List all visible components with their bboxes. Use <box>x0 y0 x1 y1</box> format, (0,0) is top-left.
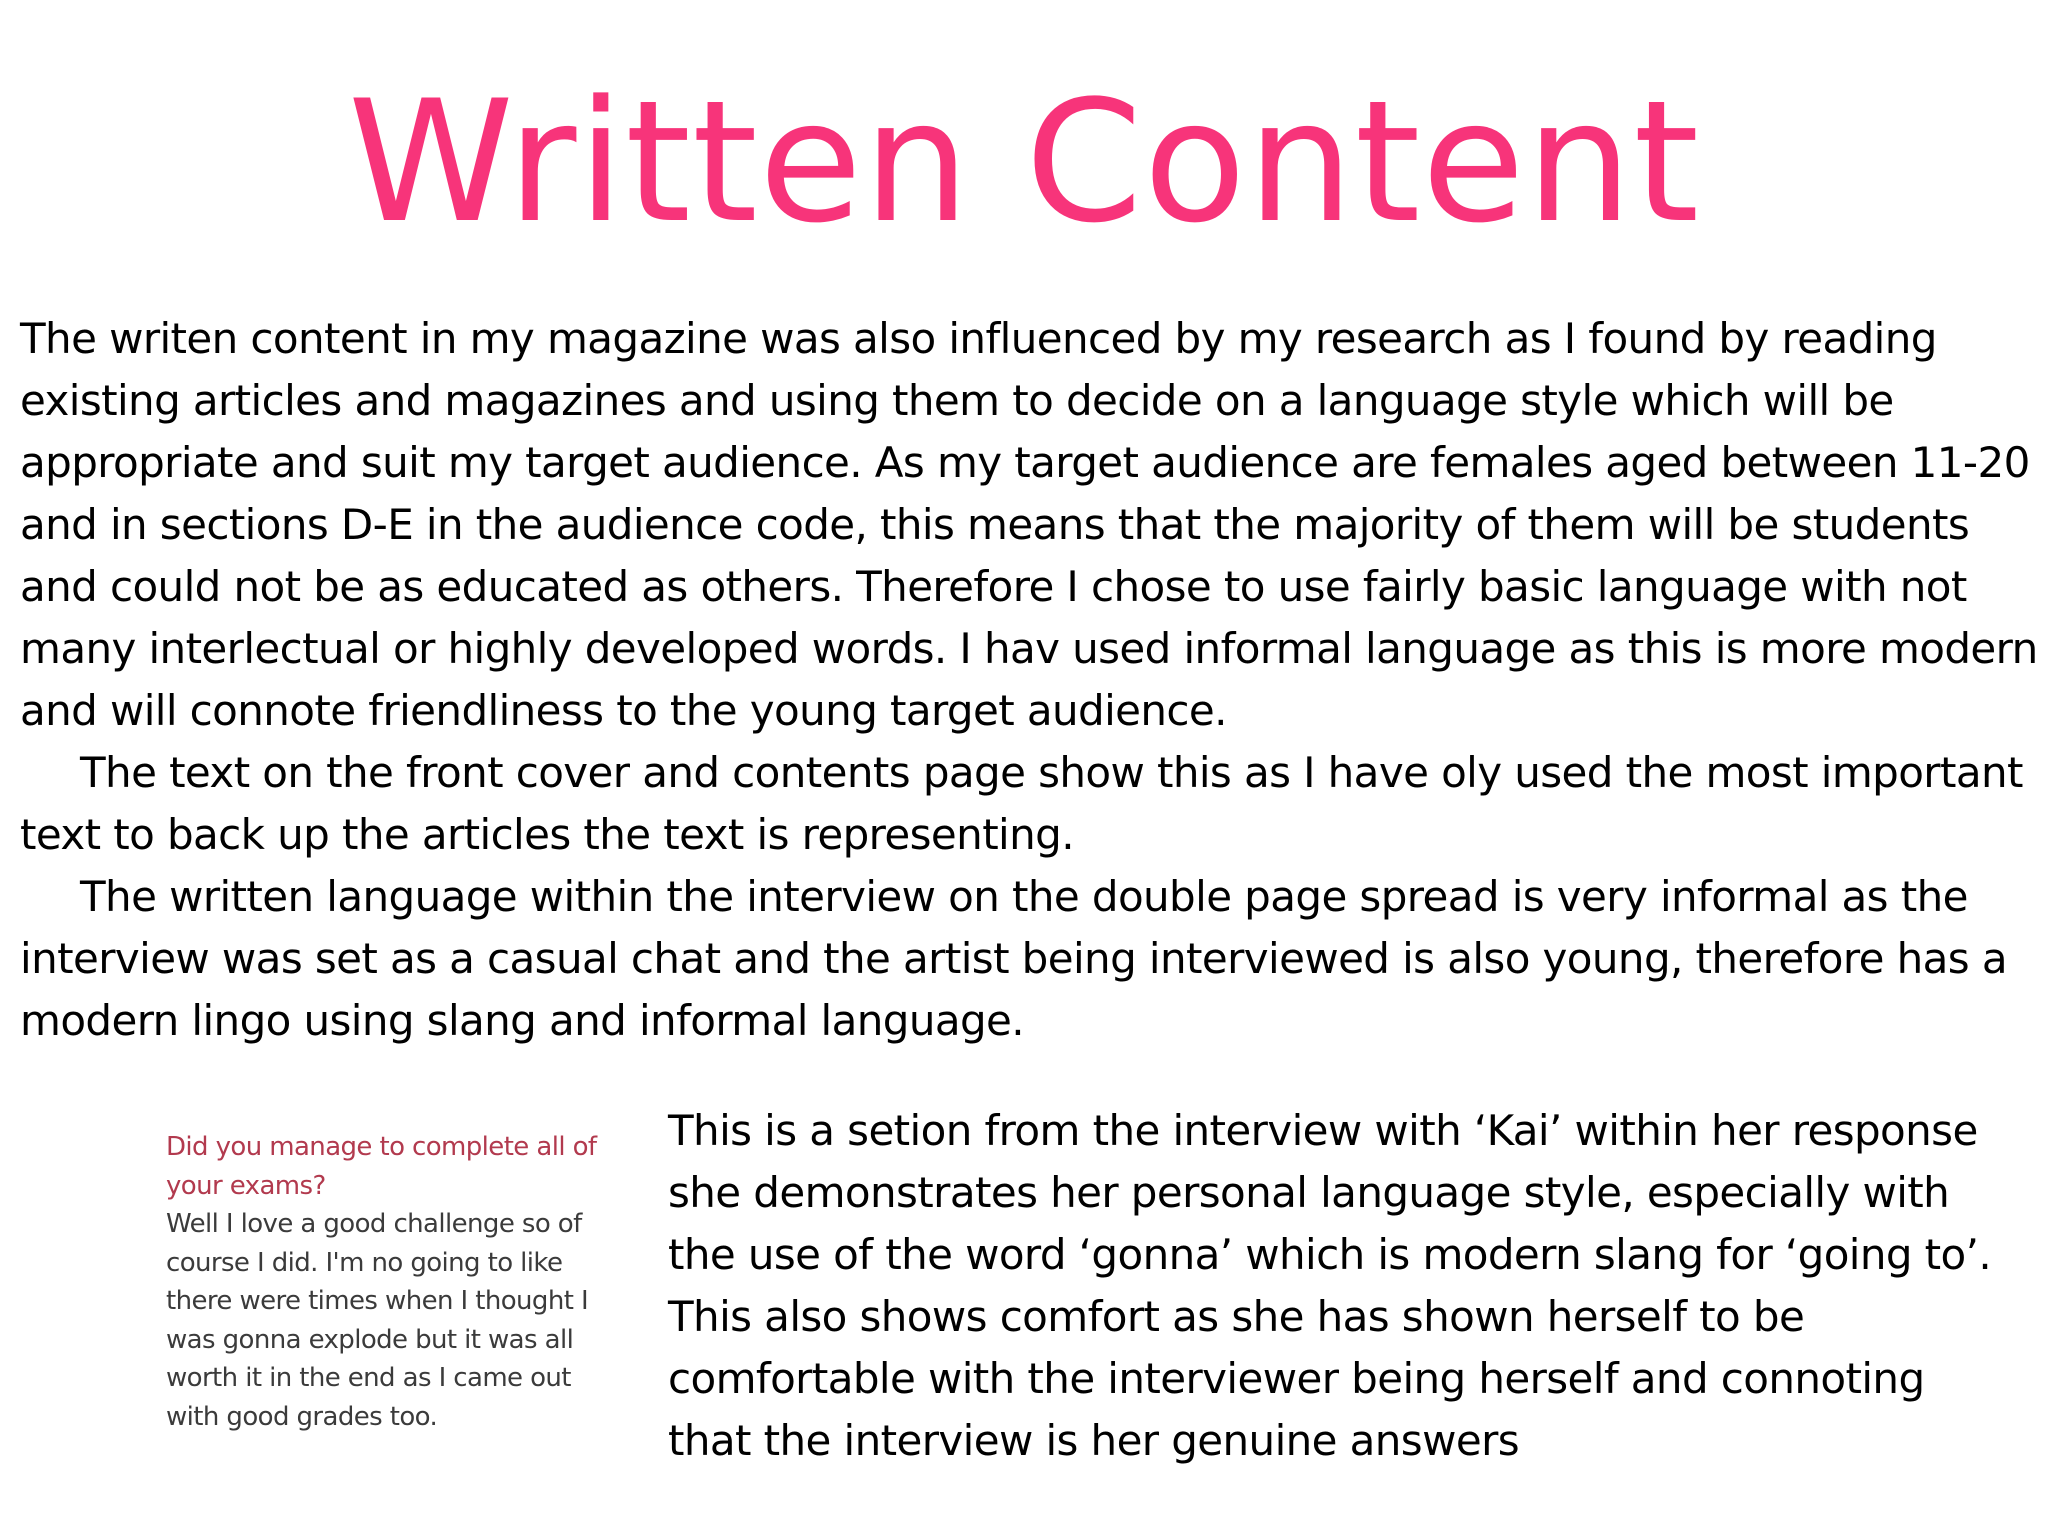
body-paragraph-2: The text on the front cover and contents page show this as I have oly used the most important text to back up the articles the text is representing. <box>20 748 2023 859</box>
slide-title: Written Content <box>347 64 1701 260</box>
body-paragraph-3: The written language within the interview on the double page spread is very informal as the interview was set as a casual chat and the artist being interviewed is also young, therefore has a modern lingo using slang and informal language. <box>20 872 2007 1045</box>
interview-excerpt-image <box>150 1110 610 1490</box>
excerpt-answer: Well I love a good challenge so of course I did. I'm no going to like there were times when I thought I was gonna explode but it was all worth it in the end as I came out with good grades too. <box>166 1209 589 1432</box>
body-paragraph-1: The writen content in my magazine was also influenced by my research as I found by reading existing articles and magazines and using them to decide on a language style which will be appropriate and suit my target audience. As my target audience are females aged between 11-20 and in sections D-E in the audience code, this means that the majority of them will be students and could not be as educated as others. Therefore I chose to use fairly basic language with not many interlectual or highly developed words. I hav used informal language as this is more modern and will connote friendliness to the young target audience. <box>20 314 2038 735</box>
excerpt-caption: This is a setion from the interview with ‘Kai’ within her response she demonstrates her personal language style, especially with the use of the word ‘gonna’ which is modern slang for ‘going to’. This also shows comfort as she has shown herself to be comfortable with the interviewer being herself and connoting that the interview is her genuine answers <box>668 1106 1992 1465</box>
body-text <box>20 308 2040 1052</box>
excerpt-question: Did you manage to complete all of your exams? <box>166 1132 597 1201</box>
